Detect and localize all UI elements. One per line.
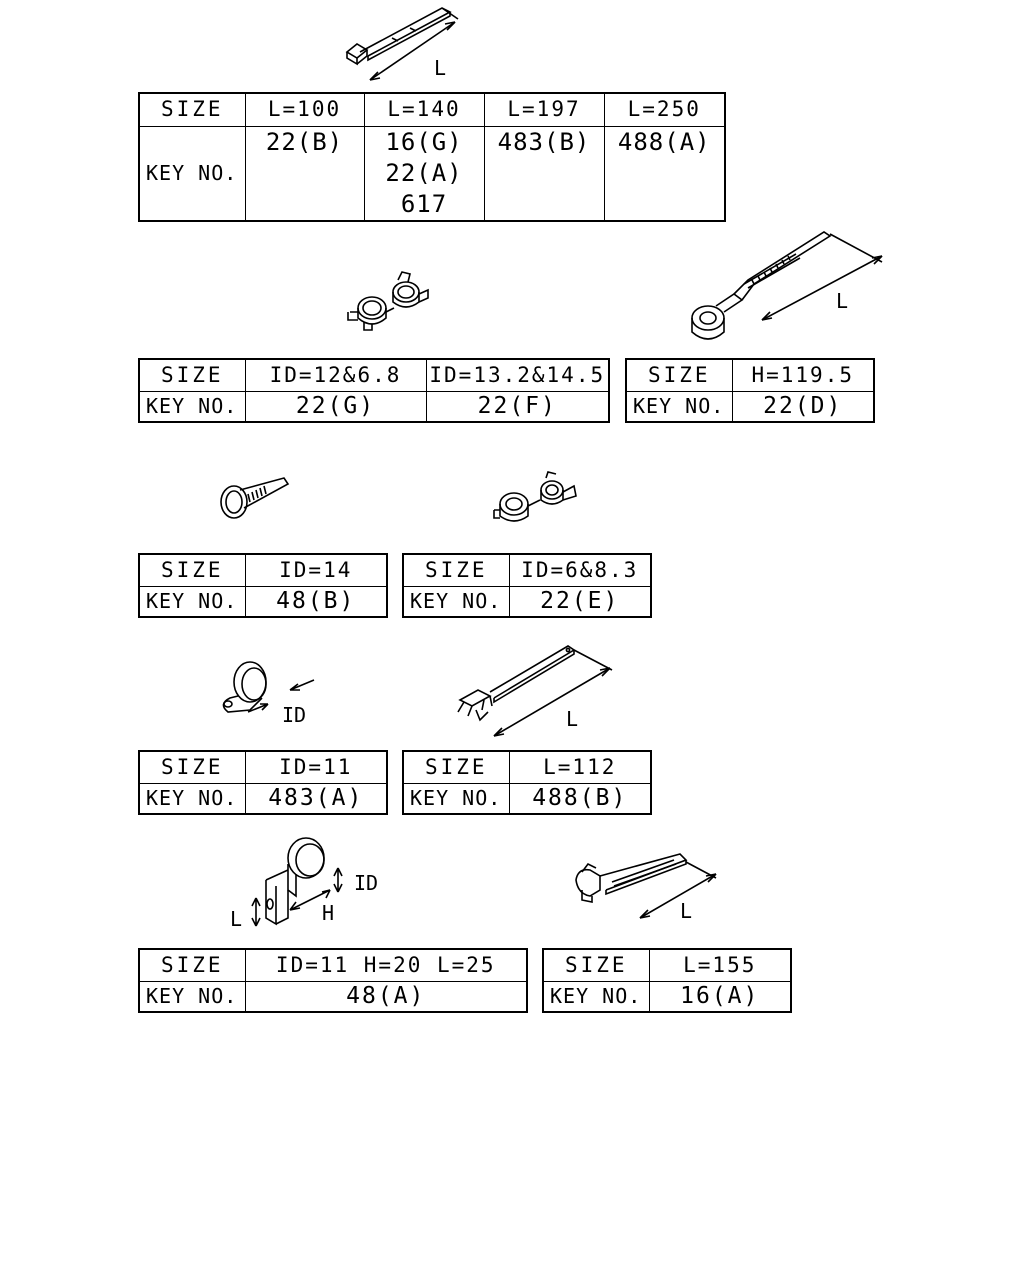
dimension-label-l: L	[680, 899, 693, 923]
size-cell: ID=12&6.8	[245, 359, 426, 391]
size-label: SIZE	[139, 751, 245, 783]
size-cell: L=140	[364, 93, 484, 126]
p-clamp-illustration	[214, 654, 324, 726]
key-no-label: KEY NO.	[139, 391, 245, 422]
dimension-label-l: L	[434, 56, 447, 80]
key-no-value: 16(G)	[385, 127, 463, 156]
size-label: SIZE	[139, 949, 245, 981]
spec-table-p-clamp	[138, 750, 388, 815]
key-no-label: KEY NO.	[403, 783, 509, 814]
key-no-label: KEY NO.	[139, 981, 245, 1012]
push-mount-tie-illustration	[450, 640, 620, 740]
size-cell: ID=13.2&14.5	[426, 359, 609, 391]
size-cell: L=100	[245, 93, 364, 126]
key-no-cell: 22(E)	[509, 586, 651, 617]
key-no-cell: 48(A)	[245, 981, 527, 1012]
key-no-cell: 22(F)	[426, 391, 609, 422]
size-cell: ID=11	[245, 751, 387, 783]
size-label: SIZE	[139, 554, 245, 586]
key-no-cell: 22(G)	[245, 391, 426, 422]
dimension-label-h: H	[322, 901, 335, 925]
size-cell: H=119.5	[732, 359, 874, 391]
key-no-value: 22(B)	[265, 127, 344, 156]
dimension-label-id: ID	[282, 703, 307, 727]
key-no-label: KEY NO.	[626, 391, 732, 422]
dimension-label-l: L	[230, 907, 243, 931]
key-no-cell: 483(A)	[245, 783, 387, 814]
double-clip-small-illustration	[490, 470, 585, 530]
cable-tie-illustration	[330, 0, 490, 82]
dimension-label-l: L	[566, 707, 579, 731]
key-no-label: KEY NO.	[139, 126, 245, 221]
double-clip-illustration	[340, 268, 440, 336]
key-no-cell: 488(B)	[509, 783, 651, 814]
ring-grommet-illustration	[214, 472, 294, 522]
size-cell: L=155	[649, 949, 791, 981]
spec-table-bracket-clamp	[138, 948, 528, 1013]
key-no-cell	[484, 126, 604, 221]
size-cell: ID=11 H=20 L=25	[245, 949, 527, 981]
key-no-cell: 48(B)	[245, 586, 387, 617]
key-no-label: KEY NO.	[139, 783, 245, 814]
spec-table-flat-band-tie	[542, 948, 792, 1013]
band-tie-mount-illustration	[686, 222, 886, 347]
size-label: SIZE	[626, 359, 732, 391]
size-label: SIZE	[403, 554, 509, 586]
key-no-cell	[604, 126, 725, 221]
bracket-clamp-illustration	[226, 834, 386, 934]
spec-table-double-clip-small	[402, 553, 652, 618]
size-cell: L=250	[604, 93, 725, 126]
spec-table-cable-tie	[138, 92, 726, 222]
size-cell: L=112	[509, 751, 651, 783]
spec-table-ring-grommet	[138, 553, 388, 618]
key-no-cell: 16(A)	[649, 981, 791, 1012]
key-no-label: KEY NO.	[139, 586, 245, 617]
size-label: SIZE	[543, 949, 649, 981]
flat-band-tie-illustration	[570, 850, 720, 926]
size-cell: ID=6&8.3	[509, 554, 651, 586]
key-no-label: KEY NO.	[543, 981, 649, 1012]
spec-table-band-tie-mount	[625, 358, 875, 423]
key-no-cell	[245, 126, 364, 221]
spec-table-push-mount-tie	[402, 750, 652, 815]
key-no-cell: 22(D)	[732, 391, 874, 422]
key-no-value: 617	[400, 189, 448, 218]
dimension-label-id: ID	[354, 871, 379, 895]
key-no-value: 488(A)	[617, 127, 711, 156]
key-no-cell	[364, 126, 484, 221]
size-cell: L=197	[484, 93, 604, 126]
size-label: SIZE	[139, 359, 245, 391]
size-cell: ID=14	[245, 554, 387, 586]
spec-table-double-clip	[138, 358, 610, 423]
size-label: SIZE	[403, 751, 509, 783]
dimension-label-l: L	[836, 289, 849, 313]
key-no-value: 483(B)	[497, 127, 591, 156]
size-label: SIZE	[139, 93, 245, 126]
key-no-value: 22(A)	[385, 158, 463, 187]
key-no-label: KEY NO.	[403, 586, 509, 617]
